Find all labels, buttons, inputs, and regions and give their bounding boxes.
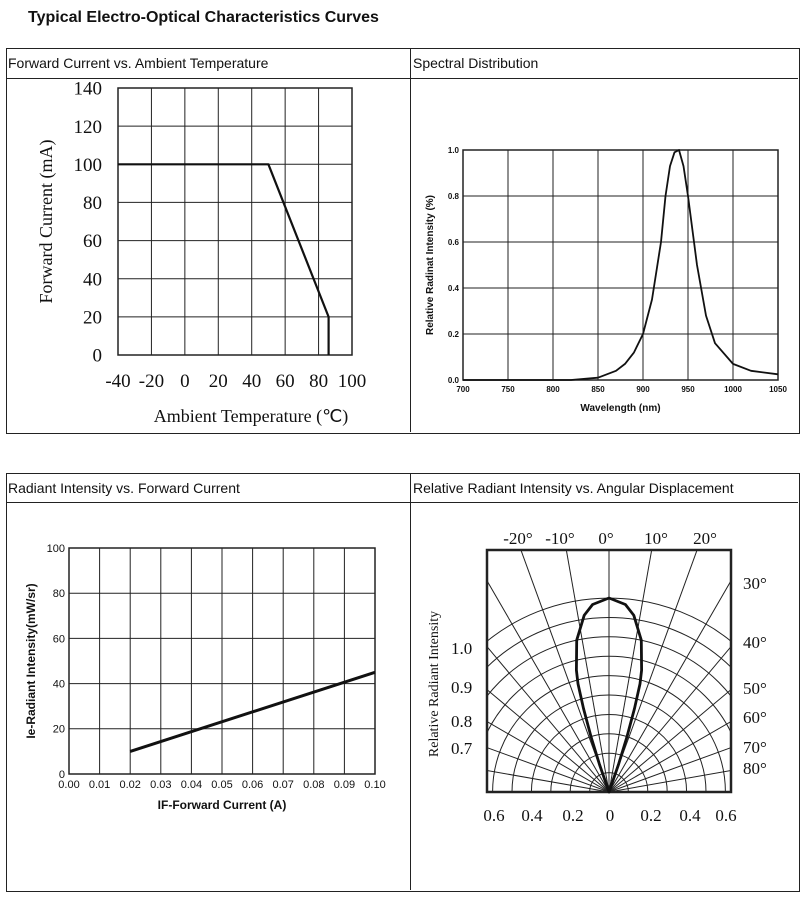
- angle-label: -20°: [503, 529, 533, 548]
- x-axis-title: IF-Forward Current (A): [157, 798, 287, 812]
- x-tick-label: 0.08: [303, 779, 325, 791]
- forward-current-vs-temp-chart: [36, 79, 366, 427]
- polar-radial-line: [609, 398, 678, 792]
- y-tick-label: 20: [83, 307, 102, 329]
- y-tick-label: 120: [73, 116, 102, 138]
- angle-label: 40°: [743, 633, 767, 652]
- angle-label: 70°: [743, 738, 767, 757]
- x-axis-title: Wavelength (nm): [580, 403, 661, 414]
- y-tick-label: 0: [58, 768, 65, 781]
- scale-label: 0.6: [483, 806, 505, 825]
- x-tick-label: 0.06: [241, 779, 264, 791]
- x-tick-label: 0.05: [211, 779, 233, 791]
- intensity-label: 0.9: [451, 678, 473, 697]
- y-tick-label: 0: [92, 345, 102, 367]
- x-tick-label: -40: [105, 371, 131, 392]
- x-tick-label: 700: [456, 385, 470, 394]
- plot-frame: [463, 150, 778, 380]
- x-tick-label: 0.03: [150, 779, 172, 791]
- chart-title: Radiant Intensity vs. Forward Current: [8, 480, 240, 496]
- polar-radial-line: [609, 535, 805, 792]
- x-tick-label: 0.02: [119, 779, 141, 791]
- spectral-distribution-chart: [425, 146, 787, 414]
- y-tick-label: 0.0: [447, 375, 459, 385]
- y-tick-label: 0.4: [447, 283, 459, 293]
- x-tick-label: 0.01: [88, 779, 111, 791]
- angular-displacement-chart: [209, 392, 805, 825]
- x-tick-label: 100: [337, 371, 367, 392]
- y-tick-label: 1.0: [447, 145, 459, 155]
- angle-label: 80°: [743, 759, 767, 778]
- x-tick-label: 1050: [769, 385, 787, 394]
- x-tick-label: 750: [501, 385, 515, 394]
- x-tick-label: 800: [546, 385, 560, 394]
- y-axis-title: Relative Radinat Intensity (%): [425, 194, 436, 336]
- y-axis-title: Relative Radiant Intensity: [427, 610, 442, 758]
- x-tick-label: 1000: [724, 385, 742, 394]
- angle-label: 30°: [743, 574, 767, 593]
- plot-frame: [118, 88, 352, 355]
- y-tick-label: 140: [73, 78, 102, 100]
- chart-title: Forward Current vs. Ambient Temperature: [8, 55, 269, 71]
- x-tick-label: 900: [636, 385, 650, 394]
- y-tick-label: 100: [46, 542, 65, 555]
- x-tick-label: 0.04: [180, 779, 203, 791]
- x-tick-label: 60: [275, 371, 295, 392]
- angle-label: 50°: [743, 679, 767, 698]
- y-tick-label: 100: [73, 154, 102, 176]
- x-tick-label: 0: [180, 371, 190, 392]
- y-axis-title: Forward Current (mA): [36, 139, 56, 304]
- y-tick-label: 0.6: [447, 237, 459, 247]
- series-line: [463, 150, 778, 380]
- y-tick-label: 60: [83, 231, 102, 253]
- polar-radial-line: [472, 416, 609, 792]
- angle-label: 0°: [598, 529, 614, 548]
- scale-label: 0.6: [715, 806, 737, 825]
- y-tick-label: 40: [52, 678, 65, 691]
- x-tick-label: -20: [138, 371, 165, 392]
- series-line: [118, 164, 329, 355]
- y-tick-label: 80: [83, 193, 102, 215]
- intensity-label: 0.8: [451, 712, 473, 731]
- y-tick-label: 20: [52, 723, 65, 736]
- x-tick-label: 20: [208, 371, 228, 392]
- x-tick-label: 0.10: [364, 779, 386, 791]
- y-tick-label: 40: [83, 269, 102, 291]
- scale-label: 0: [605, 806, 615, 825]
- chart-title: Spectral Distribution: [413, 55, 539, 71]
- polar-radial-line: [540, 398, 609, 792]
- angle-label: 20°: [693, 529, 717, 548]
- y-tick-label: 0.2: [447, 329, 459, 339]
- x-tick-label: 40: [242, 371, 262, 392]
- angle-label: 60°: [743, 708, 767, 727]
- page-title: Typical Electro-Optical Characteristics Curves: [28, 9, 379, 26]
- intensity-label: 0.7: [451, 739, 473, 758]
- x-tick-label: 0.00: [58, 779, 80, 791]
- intensity-label: 1.0: [451, 639, 473, 658]
- chart-title: Relative Radiant Intensity vs. Angular Displacement: [413, 480, 734, 496]
- x-tick-label: 0.07: [272, 779, 294, 791]
- polar-radial-line: [609, 446, 805, 792]
- y-axis-title: Ie-Radiant Intensity(mW/sr): [24, 583, 38, 739]
- x-tick-label: 850: [591, 385, 605, 394]
- angle-label: 10°: [644, 529, 668, 548]
- scale-label: 0.2: [562, 806, 584, 825]
- y-tick-label: 60: [52, 633, 65, 646]
- angle-label: -10°: [545, 529, 575, 548]
- polar-radial-line: [233, 655, 609, 792]
- polar-grid: [209, 392, 805, 792]
- x-axis-title: Ambient Temperature (℃): [153, 406, 349, 426]
- scale-label: 0.4: [679, 806, 701, 825]
- x-tick-label: 950: [681, 385, 695, 394]
- polar-radial-line: [609, 416, 746, 792]
- scale-label: 0.2: [640, 806, 662, 825]
- radiant-intensity-vs-current-chart: [24, 543, 386, 812]
- scale-label: 0.4: [521, 806, 543, 825]
- x-tick-label: 0.09: [333, 779, 356, 791]
- y-tick-label: 0.8: [447, 191, 459, 201]
- x-tick-label: 80: [309, 371, 329, 392]
- y-tick-label: 80: [52, 588, 65, 601]
